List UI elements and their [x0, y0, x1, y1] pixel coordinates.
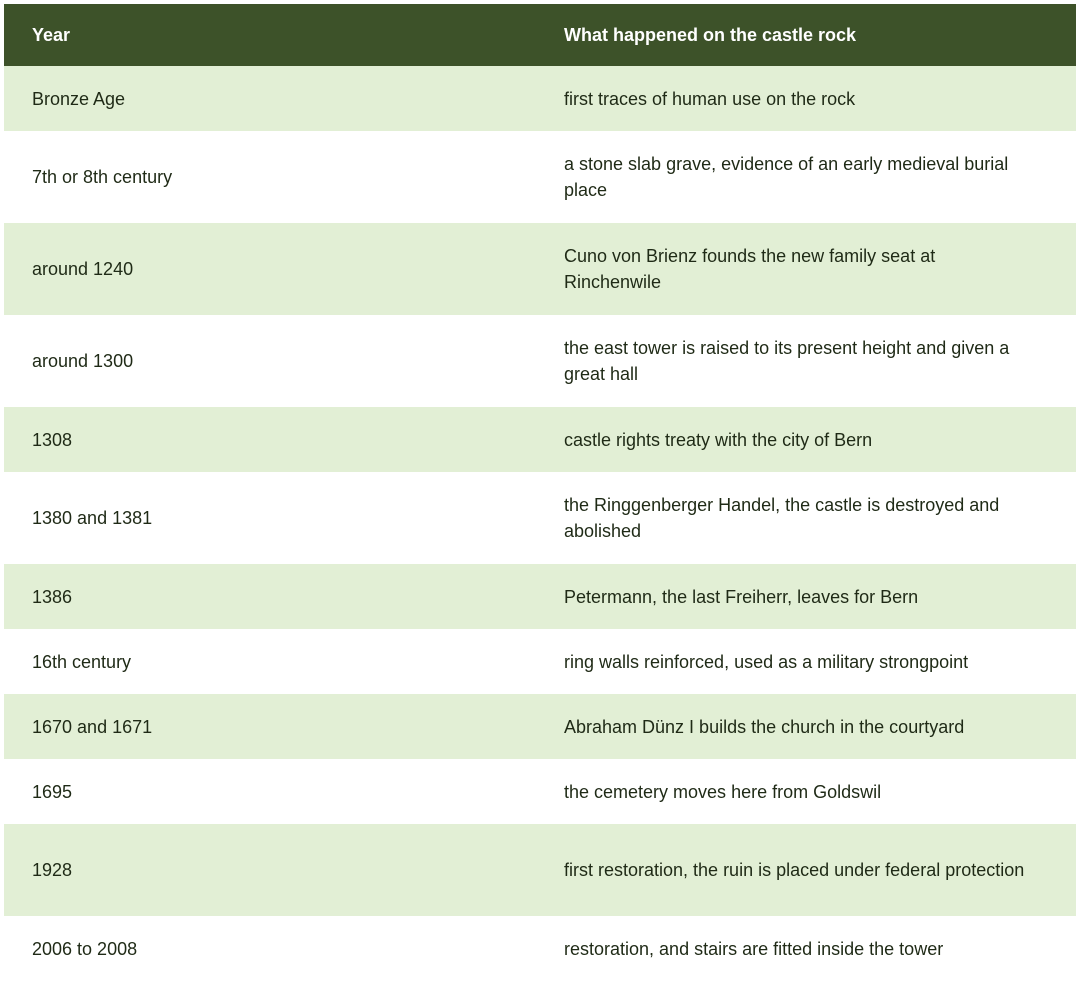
event-cell: a stone slab grave, evidence of an early medieval burial place	[536, 131, 1076, 223]
year-cell: 2006 to 2008	[4, 916, 536, 981]
column-header-event: What happened on the castle rock	[536, 4, 1076, 66]
castle-history-table	[4, 4, 1076, 981]
table-row	[4, 916, 1076, 981]
table-row	[4, 223, 1076, 315]
table-row	[4, 629, 1076, 694]
event-cell: the east tower is raised to its present height and given a great hall	[536, 315, 1076, 407]
event-cell: first traces of human use on the rock	[536, 66, 1076, 131]
table-row	[4, 407, 1076, 472]
year-cell: 1386	[4, 564, 536, 629]
event-cell: restoration, and stairs are fitted inside the tower	[536, 916, 1076, 981]
year-cell: around 1240	[4, 223, 536, 315]
event-cell: castle rights treaty with the city of Bern	[536, 407, 1076, 472]
table-row	[4, 564, 1076, 629]
column-header-year: Year	[4, 4, 536, 66]
table-body	[4, 66, 1076, 981]
event-cell: the cemetery moves here from Goldswil	[536, 759, 1076, 824]
year-cell: Bronze Age	[4, 66, 536, 131]
table-row	[4, 66, 1076, 131]
event-cell: Cuno von Brienz founds the new family seat at Rinchenwile	[536, 223, 1076, 315]
table-row	[4, 472, 1076, 564]
event-cell: first restoration, the ruin is placed under federal protection	[536, 824, 1076, 916]
year-cell: 1670 and 1671	[4, 694, 536, 759]
event-cell: ring walls reinforced, used as a military strongpoint	[536, 629, 1076, 694]
year-cell: 1928	[4, 824, 536, 916]
year-cell: 1695	[4, 759, 536, 824]
year-cell: 7th or 8th century	[4, 131, 536, 223]
year-cell: 1308	[4, 407, 536, 472]
header-row	[4, 4, 1076, 66]
table-row	[4, 759, 1076, 824]
history-table-container	[4, 4, 1076, 981]
event-cell: the Ringgenberger Handel, the castle is destroyed and abolished	[536, 472, 1076, 564]
table-row	[4, 131, 1076, 223]
table-row	[4, 315, 1076, 407]
event-cell: Abraham Dünz I builds the church in the courtyard	[536, 694, 1076, 759]
year-cell: 16th century	[4, 629, 536, 694]
table-row	[4, 824, 1076, 916]
event-cell: Petermann, the last Freiherr, leaves for Bern	[536, 564, 1076, 629]
year-cell: 1380 and 1381	[4, 472, 536, 564]
table-header	[4, 4, 1076, 66]
table-row	[4, 694, 1076, 759]
year-cell: around 1300	[4, 315, 536, 407]
